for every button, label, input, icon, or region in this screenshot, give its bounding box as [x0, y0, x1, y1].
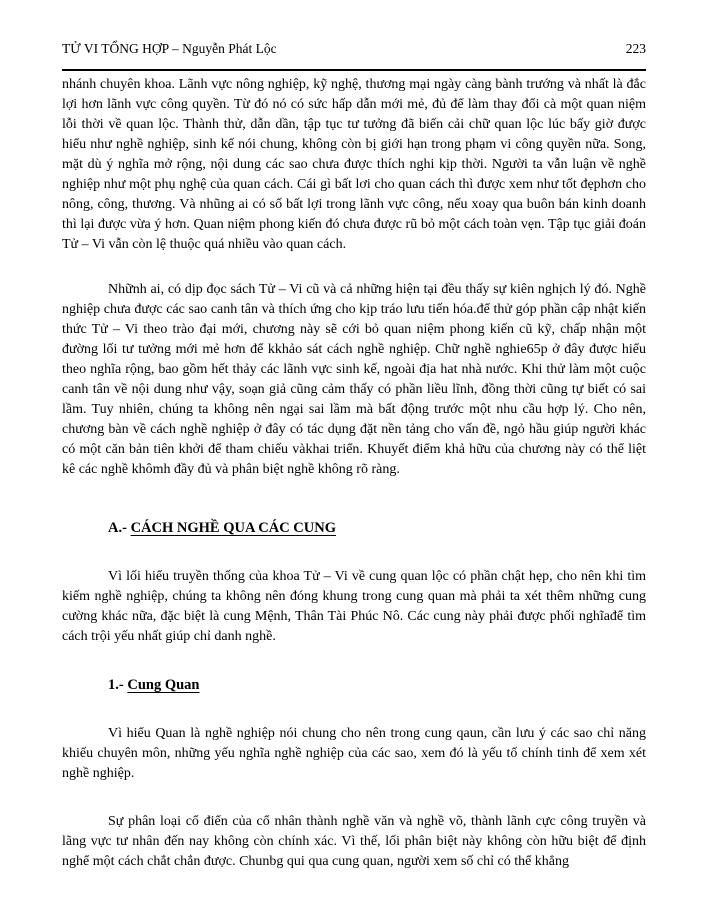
- running-title: TỬ VI TỔNG HỢP – Nguyễn Phát Lộc: [62, 41, 277, 56]
- section-heading-a-label: CÁCH NGHỀ QUA CÁC CUNG: [130, 520, 336, 536]
- paragraph-classification: Sự phân loại cổ điển của cổ nhân thành nghề văn và nghề võ, thành lãnh cực công truyền và lãng vực tư nhân đến nay không còn chính xác. Vì thế, lối phân biệt này không còn hữu biệt để định nghể một cách chắt chắn được. Chunbg qui qua cung quan, người xem số chỉ có thể khẳng: [62, 814, 646, 869]
- section-heading-a-prefix: A.-: [108, 520, 131, 536]
- subsection-heading-1: [62, 675, 646, 695]
- subsection-heading-1-prefix: 1.-: [108, 677, 128, 693]
- page-header: [62, 40, 646, 57]
- paragraph-section-a: Vì lối hiểu truyền thống của khoa Tử – Vi về cung quan lộc có phần chật hẹp, cho nên khi tìm kiếm nghề nghiệp, chúng ta không nên đóng khung trong cung quan mà phải ta xét thêm những cung cường khác nữa, đặc biệt là cung Mệnh, Thân Tài Phúc Nô. Các cung này phải được phối nghĩađể tìm cách trội yếu nhất giúp chỉ danh nghề.: [62, 569, 646, 644]
- section-heading-a: [62, 518, 646, 538]
- page-number: 223: [625, 41, 646, 56]
- paragraph-intro: Nhữnh ai, có dịp đọc sách Tử – Vi cũ và cả những hiện tại đều thấy sự kiên nghịch lý đó. Nghề nghiệp chưa được các sao canh tân và thích ứng cho kịp tráo lưu tiến hóa.để thử góp phần cập nhật kiến thức Tử – Vi theo trào đại mới, chương này sẽ cới bỏ quan niệm phong kiến cũ kỹ, chấp nhận một đường lối tư tưởng mới mẻ hơn để kkhảo sát cách nghề nghiệp. Chữ nghề nghie65p ở đây được hiểu theo nghĩa rộng, bao gồm hết thảy các lãnh vực sinh kế, ngoài địa hat nhà nước. Khi thử làm một cuộc canh tân về nội dung như vậy, soạn giả cũng cảm thấy có phần liều lĩnh, đồng thời cũng tự biết có sai lầm. Tuy nhiên, chúng ta không nên ngại sai lầm mà bất động trước một nhu cầu hợp lý. Cho nên, chương bàn về cách nghề nghiệp ở đây có tác dụng đặt nền tảng cho vấn đề, ngỏ hầu giúp người khác có một căn bản tiên khởi để tham chiếu vàkhai triển. Khuyết điểm khả hữu của chương này có thể liệt kê các nghề khômh đầy đủ và phân biệt nghề không rõ ràng.: [62, 282, 646, 477]
- header-divider: [62, 69, 646, 71]
- subsection-heading-1-label: Cung Quan: [127, 677, 200, 693]
- paragraph-continuation: nhánh chuyên khoa. Lãnh vực nông nghiệp, kỹ nghệ, thương mại ngày càng bành trướng và nhất là đắc lợi hơn lãnh vực công quyền. Từ đó nó có sức hấp dẫn mới mẻ, đủ để làm thay đổi cà một quan niệm lỗi thời về quan lộc. Thành thử, dẫn dần, tập tục tư tưởng đã biến cải chữ quan lộc lúc bấy giờ được hiểu như nghề nghiệp, sinh kế nói chung, không còn bị giới hạn trong phạm vi công quyền nữa. Song, mặt dù ý nghĩa mở rộng, nội dung các sao chưa được thích nghi kịp thời. Người ta vẫn luận về nghề nghiệp như một phụ nghệ của quan cách. Cái gì bất lơi cho quan cách thì được xem như tốt đẹphơn cho nông, công, thương. Và nhũng ai có số bất lợi trong lãnh vực công, nếu xoay qua buôn bán kinh doanh thì lại được vừa ý hơn. Quan niệm phong kiến đó chưa được rũ bỏ một cách toàn vẹn. Tập tục giải đoán Tử – Vi vẫn còn lệ thuộc quá nhiều vào quan cách.: [62, 77, 646, 252]
- paragraph-cung-quan: Vì hiểu Quan là nghề nghiệp nói chung cho nên trong cung qaun, cần lưu ý các sao chỉ năng khiếu chuyên môn, những yếu nghĩa nghề nghiệp của các sao, xem đó là yếu tố chính tinh để xem xét nghề nghiệp.: [62, 726, 646, 781]
- document-body: [62, 75, 646, 872]
